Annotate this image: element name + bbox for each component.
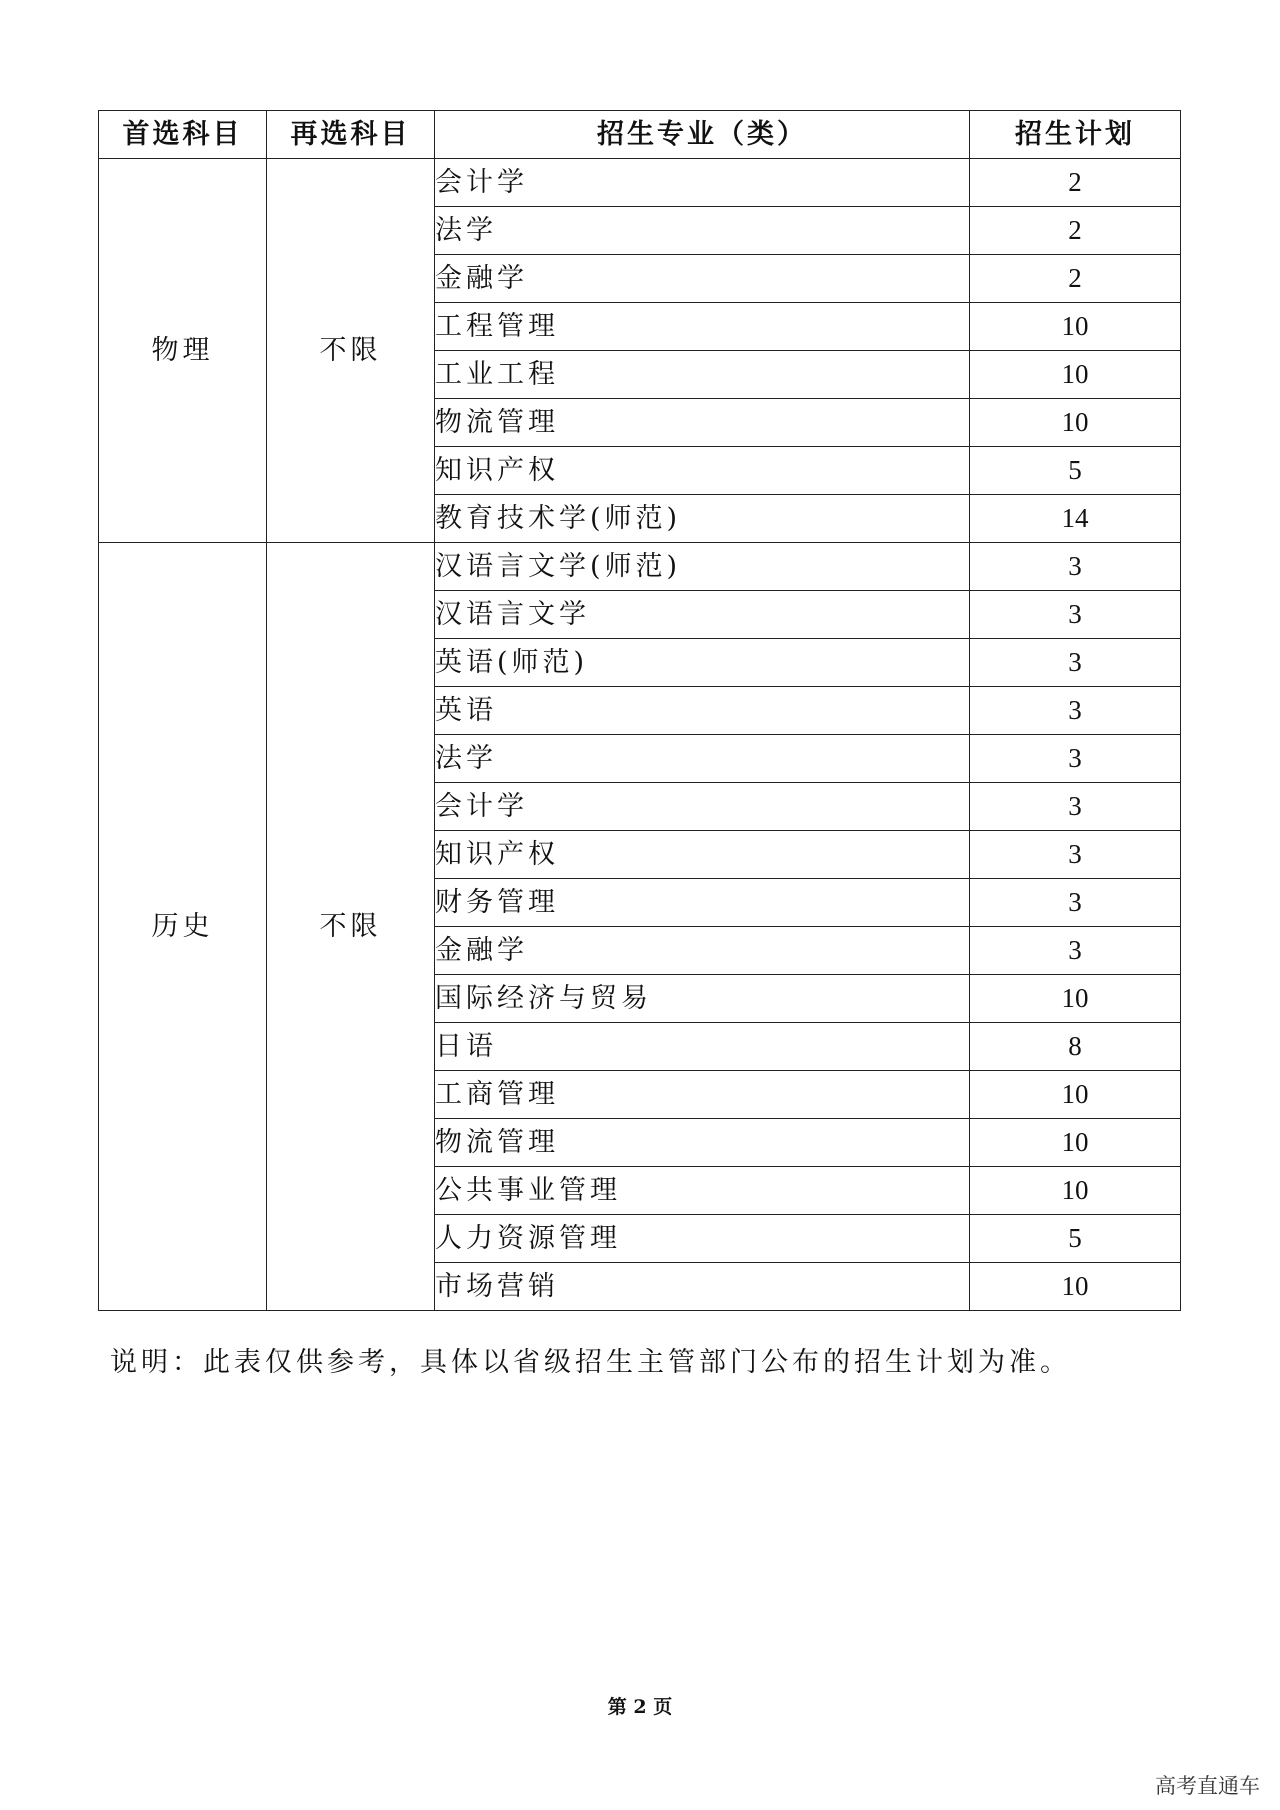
major-cell: 英语(师范) bbox=[435, 639, 970, 687]
major-cell: 金融学 bbox=[435, 255, 970, 303]
major-cell: 教育技术学(师范) bbox=[435, 495, 970, 543]
major-cell: 金融学 bbox=[435, 927, 970, 975]
major-cell: 日语 bbox=[435, 1023, 970, 1071]
reselect-subject-cell: 不限 bbox=[267, 159, 435, 543]
major-cell: 物流管理 bbox=[435, 399, 970, 447]
major-cell: 人力资源管理 bbox=[435, 1215, 970, 1263]
plan-count-cell: 3 bbox=[970, 927, 1181, 975]
major-cell: 知识产权 bbox=[435, 447, 970, 495]
plan-count-cell: 10 bbox=[970, 351, 1181, 399]
header-major: 招生专业（类） bbox=[435, 111, 970, 159]
header-reselect-subject: 再选科目 bbox=[267, 111, 435, 159]
major-cell: 会计学 bbox=[435, 159, 970, 207]
plan-count-cell: 3 bbox=[970, 639, 1181, 687]
major-cell: 英语 bbox=[435, 687, 970, 735]
major-cell: 国际经济与贸易 bbox=[435, 975, 970, 1023]
plan-count-cell: 10 bbox=[970, 1263, 1181, 1311]
plan-count-cell: 3 bbox=[970, 543, 1181, 591]
watermark-text: 高考直通车 bbox=[1155, 1774, 1260, 1798]
plan-count-cell: 10 bbox=[970, 1071, 1181, 1119]
plan-count-cell: 10 bbox=[970, 399, 1181, 447]
major-cell: 汉语言文学 bbox=[435, 591, 970, 639]
plan-count-cell: 3 bbox=[970, 687, 1181, 735]
major-cell: 市场营销 bbox=[435, 1263, 970, 1311]
plan-count-cell: 8 bbox=[970, 1023, 1181, 1071]
plan-count-cell: 10 bbox=[970, 975, 1181, 1023]
plan-count-cell: 2 bbox=[970, 255, 1181, 303]
plan-count-cell: 2 bbox=[970, 159, 1181, 207]
major-cell: 工商管理 bbox=[435, 1071, 970, 1119]
plan-count-cell: 3 bbox=[970, 591, 1181, 639]
plan-count-cell: 10 bbox=[970, 1167, 1181, 1215]
plan-count-cell: 3 bbox=[970, 735, 1181, 783]
major-cell: 知识产权 bbox=[435, 831, 970, 879]
plan-count-cell: 5 bbox=[970, 1215, 1181, 1263]
plan-count-cell: 10 bbox=[970, 1119, 1181, 1167]
plan-count-cell: 3 bbox=[970, 831, 1181, 879]
major-cell: 工业工程 bbox=[435, 351, 970, 399]
table-row bbox=[99, 159, 1181, 207]
plan-count-cell: 14 bbox=[970, 495, 1181, 543]
plan-count-cell: 2 bbox=[970, 207, 1181, 255]
first-subject-cell: 历史 bbox=[99, 543, 267, 1311]
enrollment-plan-table bbox=[98, 110, 1181, 1311]
header-first-subject: 首选科目 bbox=[99, 111, 267, 159]
plan-count-cell: 10 bbox=[970, 303, 1181, 351]
major-cell: 财务管理 bbox=[435, 879, 970, 927]
first-subject-cell: 物理 bbox=[99, 159, 267, 543]
plan-count-cell: 3 bbox=[970, 879, 1181, 927]
header-plan-count: 招生计划 bbox=[970, 111, 1181, 159]
major-cell: 法学 bbox=[435, 207, 970, 255]
plan-count-cell: 5 bbox=[970, 447, 1181, 495]
table-body bbox=[99, 159, 1181, 1311]
table-note: 说明：此表仅供参考，具体以省级招生主管部门公布的招生计划为准。 bbox=[110, 1347, 1071, 1378]
plan-count-cell: 3 bbox=[970, 783, 1181, 831]
major-cell: 公共事业管理 bbox=[435, 1167, 970, 1215]
table-row bbox=[99, 543, 1181, 591]
major-cell: 工程管理 bbox=[435, 303, 970, 351]
major-cell: 法学 bbox=[435, 735, 970, 783]
table-header-row bbox=[99, 111, 1181, 159]
major-cell: 会计学 bbox=[435, 783, 970, 831]
major-cell: 物流管理 bbox=[435, 1119, 970, 1167]
reselect-subject-cell: 不限 bbox=[267, 543, 435, 1311]
major-cell: 汉语言文学(师范) bbox=[435, 543, 970, 591]
page-number: 第 2 页 bbox=[607, 1696, 673, 1718]
